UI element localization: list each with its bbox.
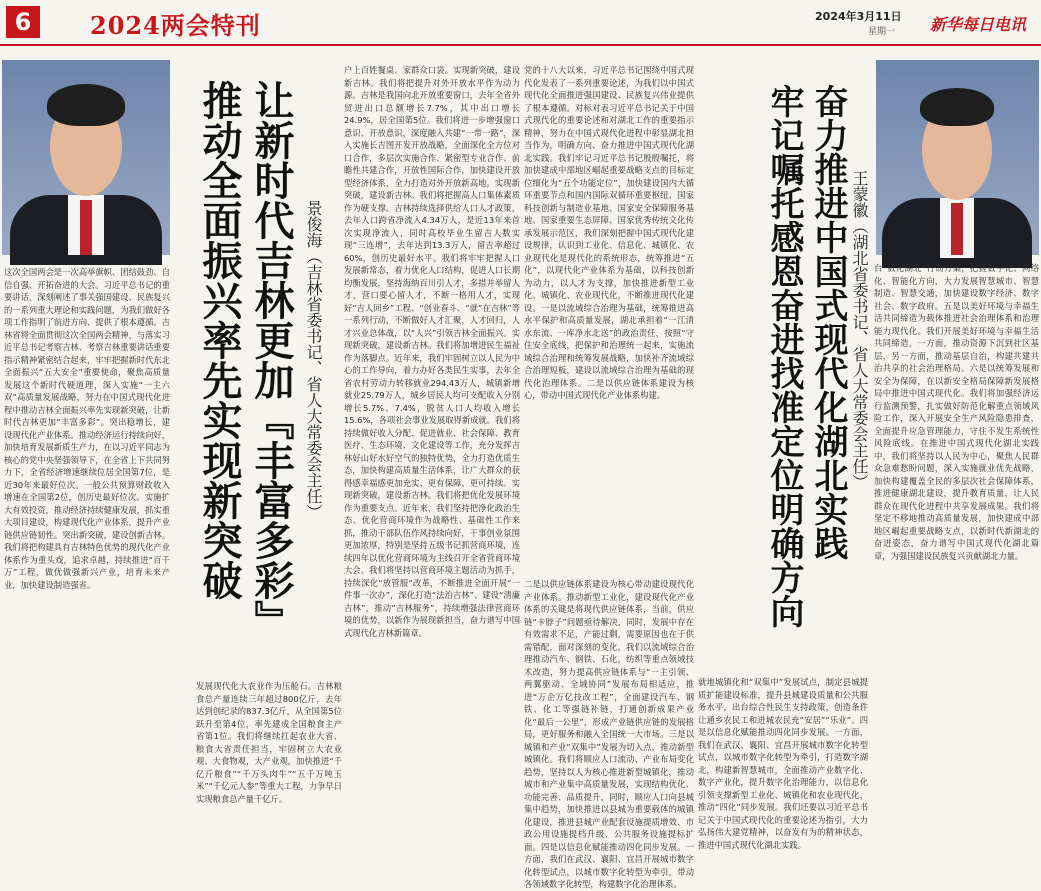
article-right-column-2: 二是以供应链体系建设为核心带动建设现代化产业体系。推动新型工业化，建设现代化产业体系的关键是将现代供应链体系，当前，供应链“卡脖子”问题亟待解决，同时，发展中存在有效需求不足，产能过剩，需要原因也在于供需错配，面对深刻的变化，我们以流域综合治理推动汽车、钢铁、石化，纺织等重点领域技术改造，努力提高供应链体系与“一主引领、两翼驱动、全域协同”发展布局相适应，推进“万企万亿技改工程”，全面建设汽车、钢铁、化工等强链补链，打通创新成果产业化“最后一公里”，形成产业链供应链的发展格局，更好服务和融入全国统一大市场。三是以城镇和产业“双集中”发展为切入点，推动新型城镇化。我们将顺应人口流动、产业布局变化趋势，坚持以人为核心推进新型城镇化，推动城市和产业集中高质量发展，实现结构优化、功能完善、品质提升，同时，顺应人口向县城集中趋势，加快推进以县城为重要载体的城镇化建设，推进县城产业配套设施提质增效、市政公用设施提档升级、公共服务设施提标扩面。四是以信息化赋能推动四化同步发展。一方面，我们在武汉、襄阳、宜昌开展城市数字化转型试点，以城市数字化转型为牵引，带动各领域数字化转型，构建数字化治理体系。 bbox=[524, 579, 694, 889]
newspaper-brand: 新华每日电讯 bbox=[930, 15, 1027, 34]
page-number: 6 bbox=[6, 6, 40, 38]
page-header bbox=[0, 0, 1041, 46]
section-title: 2024两会特刊 bbox=[90, 11, 261, 40]
article-author-right: 王蒙徽（湖北省委书记、省人大常委会主任） bbox=[850, 170, 869, 490]
article-left-column-1: 这次全国两会是一次高举旗帜、团结鼓劲、自信自强、开拓奋进的大会。习近平总书记的重要讲话，深刻阐述了事关强国建设、民族复兴的一系列重大理论和实践问题，为我们做好各项工作指明了前进方向、提供了根本遵循。吉林省将全面贯彻这次全国两会精神，与落实习近平总书记考察吉林、考察吉林重要讲话重要指示精神紧密结合起来，牢牢把握新时代东北全面振兴“五大安全”重要使命，聚焦高质量发展这个新时代硬道理，深入实施“一主六双”高质量发展战略，努力在中国式现代化进程中推动吉林全面振兴率先实现新突破，让新时代吉林更加“丰富多彩”。突出稳增长，建设现代化产业体系。推动经济运行持续向好，加快培育发展新质生产力，在以习近平同志为核心的党中央坚强领导下，在全省上下共同努力下，全省经济增速继续位居全国第7位，是近30年来最好位次。一般公共预算财政收入增速在全国第2位，创历史最好位次。实施扩大有效投资，推动经济持续健康发展，抓实重大项目建设，构建现代化产业体系，提升产业链供应链韧性。突出新突破，建设创新吉林。我们将把构建具有吉林特色优势的现代化产业体系作为重头戏，追求卓越，持续推进“百千万”工程，做优做强新兴产业，培育未来产业，加快建设制造强省。 bbox=[4, 267, 170, 590]
article-title-left-line1: 让新时代吉林更加『丰富多彩』 bbox=[248, 80, 295, 640]
issue-weekday: 星期一 bbox=[868, 27, 896, 37]
article-author-left: 景俊海（吉林省委书记、省人大常委会主任） bbox=[304, 200, 323, 520]
issue-date: 2024年3月11日 bbox=[815, 10, 902, 23]
author-portrait-right bbox=[876, 60, 1039, 255]
article-left-column-3: 户上百姓餐桌、家群众口袋。实现新突破，建设新吉林。我们将把提升对外开放水平作为动力源。吉林是我国向北开放重要窗口，去年全省外贸进出口总额增长7.7%，其中出口增长24.9%，居全国第5位。我们将进一步增强窗口意识、开放意识，深度融入共建“一带一路”，深入实施长吉图开发开放战略，全面深化全方位对口合作，多层次实施合作、紧密型专业合作、前瞻性共建合作，开放性国际合作，加快建设开放型经济体系，全力打造对外开放新高地。实现新突破，建设新吉林。我们将把握高人口集体素质作为硬支撑。吉林持续选择供给人口人才政策，去年人口跨省净流入4.34万人，是近13年来首次实现净流入，同时高校毕业生留吉人数实现“三连增”，去年达到13.3万人，留吉率超过60%，创历史最好水平。我们将牢牢把握人口发展新常态，着力优化人口结构，促进人口长期均衡发展，坚持海纳百川引人才，多措并举留人才，营口要心留人才，不断一格用人才，实现好“吉人回乡”工程、“创业春斗、“就”在吉林”等一系列行动，不断做好人才汇聚，人才回归，人才兴业总体战，以“人兴”引领吉林全面振兴。实现新突破，建设新吉林。我们将加增进民生福祉作为落脚点。近年来，我们牢固树立以人民为中心的工作导向，着力办好各类民生实事，去年全省农村劳动力转移就业294.43万人，城镇新增就业25.79万人，城乡居民人均可支配收入分别增长5.7%、7.4%，脱贫人口人均收入增长15.6%，各项社会事业发展取得新成就。我们将持续做好收入分配、促进就业、社会保障、教育医疗、生态环境、文化建设等工作，充分发挥吉林好山好水好空气的独特优势，全力打造优质生态，加快构建高质量生活体系，让广大群众的获得感幸福感更加充实、更有保障、更可持续。实现新突破，建设新吉林。我们将把优化发展环境作为重要支点。近年来，我们坚持把净化政治生态、优化营商环境作为战略性、基础性工作来抓，推动干部队伍作风持续向好，干事创业氛围更加浓厚，特别是坚持五级书记抓营商环境，连续四年以优化营商环境为主线召开全省营商环境大会。我们将坚持以营商环境主题活动为抓手，持续深化“放管服”改革，不断推进全面开展“一件事一次办”，深化打造“法治吉林”、建设“清廉吉林”，推动“吉林服务”，持续增强法律营商环境的优势，以新作为展现新担当，奋力谱写中国式现代化吉林新篇章。 bbox=[344, 65, 520, 638]
article-right-column-4: 就地城镇化和“双集中”发展试点，制定县城提质扩能建设标准，提升县城建设质量和公共服务水平，出台综合性民生支持政策，创造条件让通乡农民工和进城农民充“安居”“乐业”。四是以信息化赋能推动四化同步发展。一方面，我们在武汉、襄阳、宜昌开展城市数字化转型试点，以城市数字化转型为牵引，打造数字湖北，构建新智慧城市，全面推动产业数字化、数字产业化，提升数字化治理能力，以信息化引领支撑新型工业化、城镇化和农业现代化，推动“四化”同步发展。我们还要以习近平总书记关于中国式现代化的重要论述为指引，大力弘扬伟大建党精神，以奋发有为的精神状态，推进中国式现代化湖北实践。 bbox=[698, 677, 868, 850]
article-right-column-3: 台“数化湖北”行动方案，把握数字化、网络化、智能化方向，大力发展智慧城市、智慧制造、智慧交通，加快建设数字经济、数字社会、数字政府。五是以美好环境与幸福生活共同缔造为载体推进社会治理体系和治理能力现代化。我们开展美好环境与幸福生活共同缔造，一方面，推动资源下沉到社区基层，另一方面，推动基层自治，构建共建共治共享的社会治理格局。六是以统筹发展和安全为保障，在以新安全格局保障新发展格局中推进中国式现代化。我们将加强经济运行监测预警，扎实做好防范化解重点领域风险工作，深入开展安全生产风险隐患排查，全面提升应急管理能力，守住不发生系统性风险底线。在推进中国式现代化湖北实践中，我们将坚持以人民为中心，聚焦人民群众急难愁盼问题，深入实施就业优先战略，加快构建覆盖全民的多层次社会保障体系，推进健康湖北建设，提升教育质量，让人民群众在现代化进程中共享发展成果。我们将坚定不移地推动高质量发展，加快建成中部地区崛起重要战略支点，以新时代新湖北的奋进姿态，奋力谱写中国式现代化湖北篇章，为强国建设民族复兴贡献湖北力量。 bbox=[874, 263, 1039, 561]
article-title-right-line2: 牢记嘱托感恩奋进找准定位明确方向 bbox=[764, 84, 804, 628]
article-title-left-line2: 推动全面振兴率先实现新突破 bbox=[196, 80, 243, 600]
article-right-column-1: 党的十八大以来，习近平总书记围绕中国式现代化发表了一系列重要论述，为我们以中国式现代化全面推进强国建设、民族复兴伟业提供了根本遵循。对标对表习近平总书记关于中国式现代化的重要论述和对湖北工作的重要指示精神，努力在中国式现代化进程中彰显湖北担当作为，明确方向、奋力推进中国式现代化湖北实践。我们牢记习近平总书记殷殷嘱托，将加快建成中部地区崛起重要战略支点的目标定位细化为“五个功能定位”，加快建设国内大循环重要节点和国内国际双循环重要枢纽、国家科技创新与制造业基地、国家安全保障服务基地、国家重要生态屏障、国家优秀传统文化传承发展示范区，我们深刻把握中国式现代化建设规律，认识到工业化、信息化、城镇化、农业现代化是现代化的系统形态，统筹推进“五化”，以现代化产业体系为基础，以科技创新为动力，以人才为支撑，加快推进新型工业化、城镇化、农业现代化，不断推进现代化建设。一是以流域综合治理为基础，统筹推进高水平保护和高质量发展，湖北承担着“一江清水东流、一库净水北送”的政治责任，按照“守住安全底线，把保护和治理统一起来，实施流域综合治理和统筹发展战略，加快补齐流域综合治理短板，建设以流域综合治理为基础的现代化治理体系。二是以供应链体系建设为核心，带动中国式现代化产业体系构建。 bbox=[524, 65, 694, 400]
author-portrait-left bbox=[2, 60, 170, 255]
article-title-right-line1: 奋力推进中国式现代化湖北实践 bbox=[808, 84, 848, 560]
article-left-column-2: 发展现代化大农业作为压舱石。吉林粮食总产量连续三年超过800亿斤，去年达到创纪录的837.3亿斤，从全国第5位跃升至第4位，率先建成全国粮食主产省第1位。我们将继续扛起农业大省、粮食大省责任担当，牢固树立大农业观、大食物观，大产业观，加快推进“千亿斤粮食”“千万头肉牛”“五千万吨玉米”“千亿元人参”等重大工程，力争早日实现粮食总产量千亿斤。 bbox=[196, 681, 342, 804]
